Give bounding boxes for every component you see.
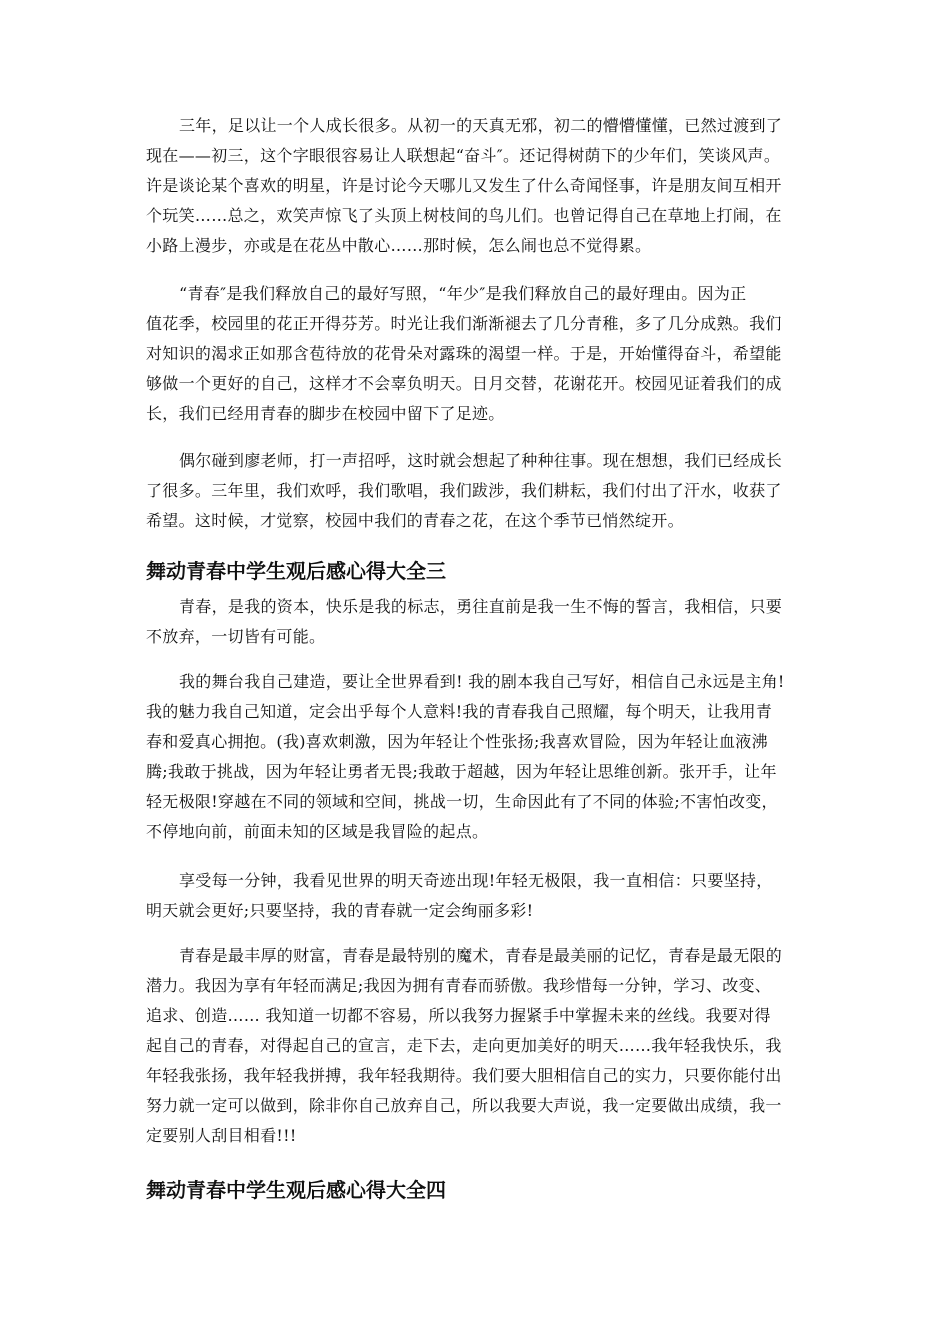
paragraph-line: 明天就会更好;只要坚持，我的青春就一定会绚丽多彩! <box>146 901 534 920</box>
paragraph-line: 年轻我张扬，我年轻我拼搏，我年轻我期待。我们要大胆相信自己的实力，只要你能付出 <box>146 1066 782 1085</box>
paragraph-line: 轻无极限!穿越在不同的领域和空间，挑战一切，生命因此有了不同的体验;不害怕改变， <box>146 792 778 811</box>
paragraph-line: “青春″是我们释放自己的最好写照，“年少″是我们释放自己的最好理由。因为正 <box>179 284 747 303</box>
paragraph-line: 不放弃，一切皆有可能。 <box>146 627 326 646</box>
paragraph-2 <box>146 279 806 429</box>
paragraph-5 <box>146 667 806 847</box>
paragraph-line: 我的魅力我自己知道，定会出乎每个人意料!我的青春我自己照耀，每个明天，让我用青 <box>146 702 773 721</box>
paragraph-line: 值花季，校园里的花正开得芬芳。时光让我们渐渐褪去了几分青稚，多了几分成熟。我们 <box>146 314 782 333</box>
paragraph-6 <box>146 866 806 926</box>
section-heading-three: 舞动青春中学生观后感心得大全三 <box>146 559 446 583</box>
paragraph-line: 三年，足以让一个人成长很多。从初一的天真无邪，初二的懵懵懂懂，已然过渡到了 <box>179 116 783 135</box>
paragraph-line: 不停地向前，前面未知的区域是我冒险的起点。 <box>146 822 489 841</box>
paragraph-line: 个玩笑……总之，欢笑声惊飞了头顶上树枝间的鸟儿们。也曾记得自己在草地上打闹，在 <box>146 206 782 225</box>
paragraph-line: 许是谈论某个喜欢的明星，许是讨论今天哪儿又发生了什么奇闻怪事，许是朋友间互相开 <box>146 176 782 195</box>
paragraph-line: 希望。这时候，才觉察，校园中我们的青春之花，在这个季节已悄然绽开。 <box>146 511 684 530</box>
paragraph-line: 我的舞台我自己建造，要让全世界看到! 我的剧本我自己写好，相信自己永远是主角! <box>179 672 785 691</box>
paragraph-line: 青春，是我的资本，快乐是我的标志，勇往直前是我一生不悔的誓言，我相信，只要 <box>179 597 783 616</box>
section-heading-four: 舞动青春中学生观后感心得大全四 <box>146 1178 446 1202</box>
paragraph-line: 了很多。三年里，我们欢呼，我们歌唱，我们跋涉，我们耕耘，我们付出了汗水，收获了 <box>146 481 782 500</box>
paragraph-line: 小路上漫步，亦或是在花丛中散心……那时候，怎么闹也总不觉得累。 <box>146 236 652 255</box>
paragraph-line: 潜力。我因为享有年轻而满足;我因为拥有青春而骄傲。我珍惜每一分钟，学习、改变、 <box>146 976 772 995</box>
paragraph-line: 对知识的渴求正如那含苞待放的花骨朵对露珠的渴望一样。于是，开始懂得奋斗，希望能 <box>146 344 782 363</box>
paragraph-line: 青春是最丰厚的财富，青春是最特别的魔术，青春是最美丽的记忆，青春是最无限的 <box>179 946 783 965</box>
paragraph-line: 起自己的青春，对得起自己的宣言，走下去，走向更加美好的明天……我年轻我快乐，我 <box>146 1036 782 1055</box>
paragraph-line: 够做一个更好的自己，这样才不会辜负明天。日月交替，花谢花开。校园见证着我们的成 <box>146 374 782 393</box>
paragraph-line: 定要别人刮目相看!!! <box>146 1126 297 1145</box>
paragraph-line: 追求、创造…… 我知道一切都不容易，所以我努力握紧手中掌握未来的丝线。我要对得 <box>146 1006 771 1025</box>
paragraph-line: 偶尔碰到廖老师，打一声招呼，这时就会想起了种种往事。现在想想，我们已经成长 <box>179 451 783 470</box>
paragraph-4 <box>146 592 806 652</box>
paragraph-line: 努力就一定可以做到，除非你自己放弃自己，所以我要大声说，我一定要做出成绩，我一 <box>146 1096 782 1115</box>
paragraph-line: 春和爱真心拥抱。(我)喜欢刺激，因为年轻让个性张扬;我喜欢冒险，因为年轻让血液沸 <box>146 732 768 751</box>
paragraph-3 <box>146 446 806 536</box>
paragraph-1 <box>146 111 806 261</box>
paragraph-line: 享受每一分钟，我看见世界的明天奇迹出现!年轻无极限，我一直相信：只要坚持， <box>179 871 773 890</box>
paragraph-line: 长，我们已经用青春的脚步在校园中留下了足迹。 <box>146 404 505 423</box>
paragraph-line: 现在——初三，这个字眼很容易让人联想起“奋斗″。还记得树荫下的少年们，笑谈风声。 <box>146 146 781 165</box>
paragraph-line: 腾;我敢于挑战，因为年轻让勇者无畏;我敢于超越，因为年轻让思维创新。张开手，让年 <box>146 762 777 781</box>
paragraph-7 <box>146 941 806 1151</box>
